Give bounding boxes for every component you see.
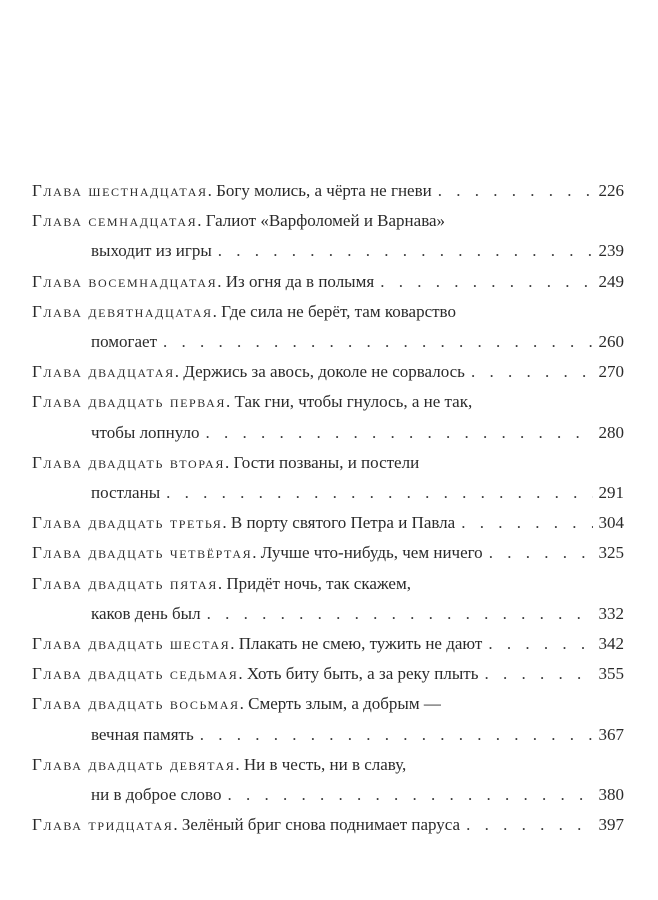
dot-leader	[461, 508, 592, 538]
chapter-title: ни в доброе слово	[91, 785, 222, 805]
dot-leader	[227, 780, 592, 810]
chapter-title: Держись за авось, доколе не сорвалось	[183, 362, 465, 382]
label-separator: .	[173, 815, 182, 835]
chapter-label: Глава двадцать первая	[32, 392, 227, 412]
toc-entry-continuation-line	[32, 478, 624, 508]
toc-entry	[32, 569, 624, 629]
label-separator: .	[217, 271, 226, 291]
toc-entry-continuation-line	[32, 418, 624, 448]
chapter-title: Так гни, чтобы гнулось, а не так,	[234, 392, 473, 412]
page-number: 397	[598, 815, 624, 835]
chapter-title: Смерть злым, а добрым —	[248, 694, 441, 714]
label-separator: .	[230, 634, 239, 654]
toc-entry-first-line	[32, 206, 624, 236]
table-of-contents	[32, 176, 624, 840]
dot-leader	[218, 236, 593, 266]
label-separator: .	[235, 754, 244, 774]
chapter-title: вечная память	[91, 724, 194, 744]
dot-leader	[488, 629, 592, 659]
page-number: 226	[598, 181, 624, 200]
chapter-label: Глава тридцатая	[32, 815, 174, 835]
label-separator: .	[217, 573, 227, 593]
toc-entry-continuation-line	[32, 327, 624, 357]
toc-entry	[32, 689, 624, 749]
toc-entry-continuation-line	[32, 720, 624, 750]
chapter-title: Гости позваны, и постели	[233, 452, 420, 472]
toc-entry-first-line	[32, 629, 624, 659]
toc-entry	[32, 297, 624, 357]
toc-entry-first-line	[32, 659, 624, 689]
toc-entry	[32, 206, 624, 266]
chapter-label: Глава двадцать девятая	[32, 754, 236, 774]
dot-leader	[200, 720, 593, 750]
chapter-label: Глава двадцать шестая	[32, 634, 231, 654]
chapter-title: каков день был	[91, 603, 201, 623]
chapter-title: выходит из игры	[91, 241, 212, 261]
toc-entry	[32, 508, 624, 538]
page-number: 280	[598, 422, 624, 442]
toc-entry	[32, 357, 624, 387]
chapter-title: Зелёный бриг снова поднимает паруса	[181, 815, 461, 835]
chapter-label: Глава двадцать третья	[32, 513, 223, 533]
chapter-title: постланы	[91, 483, 161, 503]
toc-entry-continuation-line	[32, 599, 624, 629]
label-separator: .	[252, 543, 261, 563]
dot-leader	[489, 538, 593, 568]
toc-entry	[32, 448, 624, 508]
chapter-title: Ни в честь, ни в славу,	[243, 754, 407, 774]
chapter-label: Глава двадцать седьмая	[32, 664, 239, 684]
page-number: 355	[598, 664, 624, 684]
chapter-label: Глава двадцать пятая	[32, 573, 218, 593]
toc-entry	[32, 176, 624, 206]
chapter-title: чтобы лопнуло	[91, 422, 200, 442]
toc-entry-first-line	[32, 176, 624, 206]
toc-entry-first-line	[32, 448, 624, 478]
toc-entry-first-line	[32, 689, 624, 719]
toc-entry	[32, 659, 624, 689]
page-number: 304	[598, 513, 624, 533]
page-number: 239	[598, 241, 624, 261]
dot-leader	[380, 267, 592, 297]
label-separator: .	[222, 513, 231, 533]
toc-entry-first-line	[32, 297, 624, 327]
dot-leader	[485, 659, 593, 689]
dot-leader	[206, 418, 593, 448]
toc-entry	[32, 387, 624, 447]
dot-leader	[207, 599, 593, 629]
chapter-title: помогает	[91, 332, 158, 352]
page-number: 367	[598, 724, 624, 744]
page-number: 249	[598, 271, 624, 291]
page-number: 380	[598, 785, 624, 805]
chapter-label: Глава двадцать восьмая	[32, 694, 240, 714]
label-separator: .	[238, 664, 247, 684]
chapter-title: Где сила не берёт, там коварство	[221, 301, 456, 321]
toc-entry-first-line	[32, 810, 624, 840]
toc-entry	[32, 267, 624, 297]
dot-leader	[163, 327, 592, 357]
dot-leader	[166, 478, 592, 508]
chapter-title: Лучше что-нибудь, чем ничего	[260, 543, 483, 563]
chapter-title: Придёт ночь, так скажем,	[226, 573, 411, 593]
toc-entry-first-line	[32, 508, 624, 538]
page-number: 260	[598, 332, 624, 352]
chapter-title: Из огня да в полымя	[225, 271, 375, 291]
page-number: 291	[598, 483, 624, 503]
page-number: 270	[598, 362, 624, 382]
label-separator: .	[174, 362, 184, 382]
chapter-title: Хоть биту быть, а за реку плыть	[246, 664, 479, 684]
toc-entry-first-line	[32, 267, 624, 297]
page-number: 325	[598, 543, 624, 563]
label-separator: .	[212, 301, 222, 321]
page-number: 332	[598, 603, 624, 623]
toc-entry-first-line	[32, 387, 624, 417]
chapter-title: Плакать не смею, тужить не дают	[238, 634, 483, 654]
label-separator: .	[207, 181, 217, 200]
label-separator: .	[197, 211, 206, 231]
dot-leader	[466, 810, 592, 840]
label-separator: .	[239, 694, 249, 714]
chapter-title: Богу молись, а чёрта не гневи	[216, 181, 432, 200]
toc-entry	[32, 750, 624, 810]
toc-entry	[32, 810, 624, 840]
toc-entry	[32, 538, 624, 568]
toc-entry-first-line	[32, 357, 624, 387]
toc-entry-first-line	[32, 538, 624, 568]
page-number: 342	[598, 634, 624, 654]
toc-entry	[32, 629, 624, 659]
toc-entry-first-line	[32, 750, 624, 780]
chapter-title: Галиот «Варфоломей и Варнава»	[205, 211, 446, 231]
chapter-title: В порту святого Петра и Павла	[230, 513, 456, 533]
chapter-label: Глава двадцатая	[32, 362, 175, 382]
chapter-label: Глава семнадцатая	[32, 211, 198, 231]
dot-leader	[471, 357, 593, 387]
toc-entry-first-line	[32, 569, 624, 599]
toc-entry-continuation-line	[32, 780, 624, 810]
chapter-label: Глава двадцать четвёртая	[32, 543, 253, 563]
label-separator: .	[224, 452, 234, 472]
dot-leader	[438, 176, 593, 206]
chapter-label: Глава двадцать вторая	[32, 452, 225, 472]
chapter-label: Глава шестнадцатая	[32, 181, 208, 200]
chapter-label: Глава девятнадцатая	[32, 301, 213, 321]
label-separator: .	[226, 392, 235, 412]
toc-entry-continuation-line	[32, 236, 624, 266]
chapter-label: Глава восемнадцатая	[32, 271, 218, 291]
